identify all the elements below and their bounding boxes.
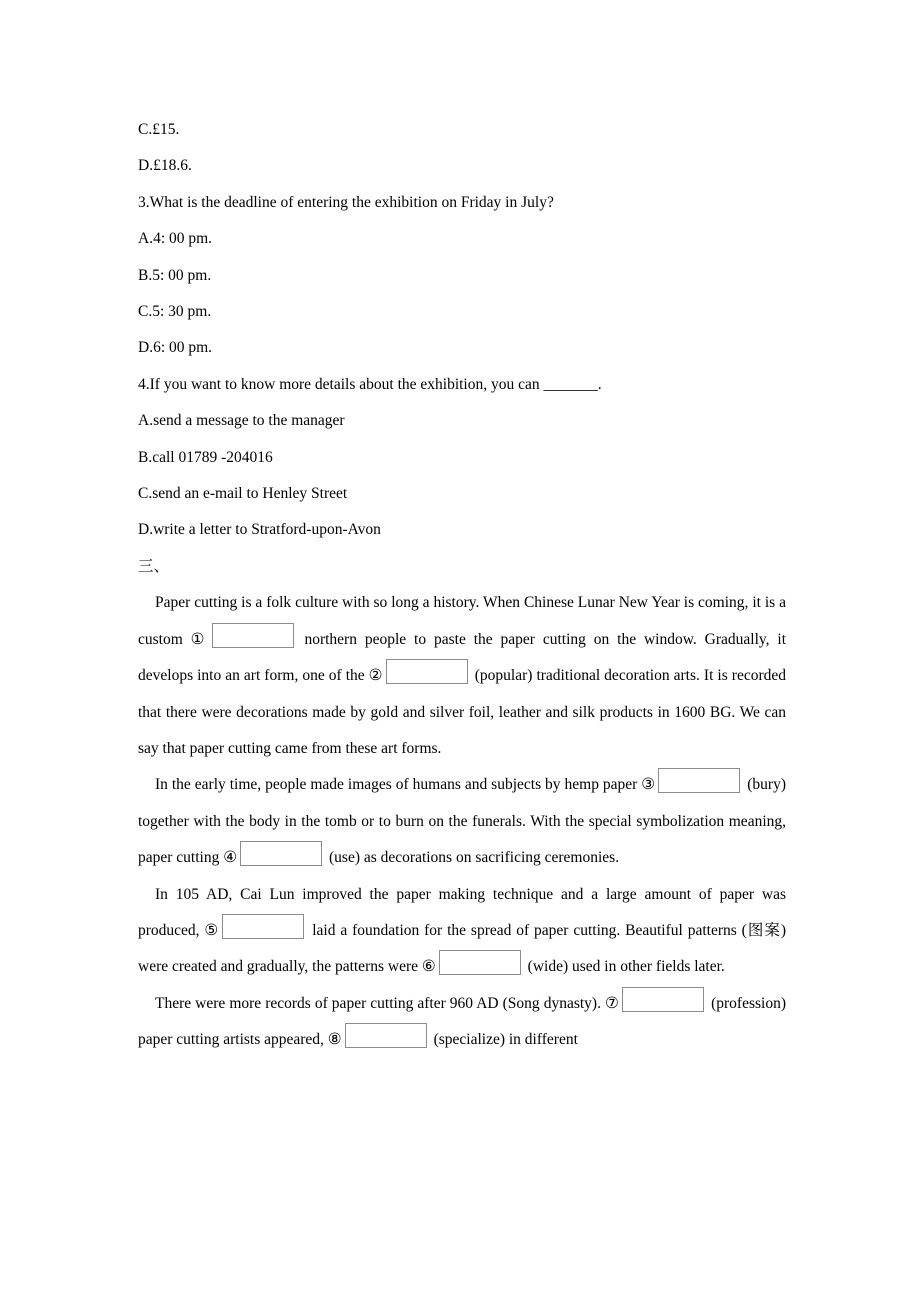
blank-input-box[interactable] bbox=[658, 768, 740, 793]
text-line: B.5: 00 pm. bbox=[138, 266, 212, 284]
passage-text: (specialize) in different bbox=[429, 1031, 578, 1049]
passage-text: (wide) used in other fields later. bbox=[523, 958, 725, 976]
passage-paragraph bbox=[138, 877, 786, 986]
text-line: A.send a message to the manager bbox=[138, 412, 345, 430]
text-line: C.5: 30 pm. bbox=[138, 303, 212, 321]
text-line: D.£18.6. bbox=[138, 157, 192, 175]
text-line: B.call 01789 -204016 bbox=[138, 448, 273, 466]
section-marker: 三、 bbox=[138, 557, 170, 575]
passage-paragraph bbox=[138, 986, 786, 1059]
text-line: 4.If you want to know more details about the exhibition, you can _______. bbox=[138, 375, 602, 393]
text-line: A.4: 00 pm. bbox=[138, 230, 213, 248]
passage-paragraph bbox=[138, 767, 786, 876]
passage-text: There were more records of paper cutting after 960 AD (Song dynasty). ⑦ bbox=[155, 994, 620, 1012]
blank-input-box[interactable] bbox=[212, 623, 294, 648]
blank-input-box[interactable] bbox=[240, 841, 322, 866]
passage-text: (popular) traditional decoration arts. It is recorded that there were decorations made by gold and silver foil, leather and silk products in 1600 BG. We can say that paper cutting came from these art forms. bbox=[138, 667, 786, 757]
passage-text: (profession) paper cutting artists appeared, ⑧ bbox=[138, 994, 786, 1049]
question-block bbox=[138, 112, 786, 549]
text-line: 3.What is the deadline of entering the exhibition on Friday in July? bbox=[138, 193, 554, 211]
blank-input-box[interactable] bbox=[386, 659, 468, 684]
text-line: C.send an e-mail to Henley Street bbox=[138, 485, 348, 503]
passage-text: In 105 AD, Cai Lun improved the paper making technique and a large amount of paper was produced, ⑤ bbox=[138, 885, 786, 939]
text-line: C.£15. bbox=[138, 121, 180, 138]
passage-text: laid a foundation for the spread of paper cutting. Beautiful patterns (图案) were created and gradually, the patterns were ⑥ bbox=[138, 921, 787, 976]
text-line: D.6: 00 pm. bbox=[138, 339, 213, 357]
passage bbox=[138, 585, 786, 1058]
passage-text: (bury) together with the body in the tomb or to burn on the funerals. With the special symbolization meaning, paper cutting ④ bbox=[138, 776, 786, 867]
passage-text: (use) as decorations on sacrificing ceremonies. bbox=[325, 849, 620, 867]
passage-text: In the early time, people made images of humans and subjects by hemp paper ③ bbox=[155, 776, 656, 794]
text-line: D.write a letter to Stratford-upon-Avon bbox=[138, 521, 381, 539]
blank-input-box[interactable] bbox=[622, 987, 704, 1012]
passage-paragraph bbox=[138, 585, 786, 767]
blank-input-box[interactable] bbox=[345, 1023, 427, 1048]
blank-input-box[interactable] bbox=[222, 914, 304, 939]
document-content bbox=[138, 112, 786, 1059]
passage-text: Paper cutting is a folk culture with so long a history. When Chinese Lunar New Year is coming, it is a custom ① bbox=[138, 594, 786, 648]
blank-input-box[interactable] bbox=[439, 950, 521, 975]
passage-text: northern people to paste the paper cutting on the window. Gradually, it develops into an art form, one of the ② bbox=[138, 630, 786, 685]
